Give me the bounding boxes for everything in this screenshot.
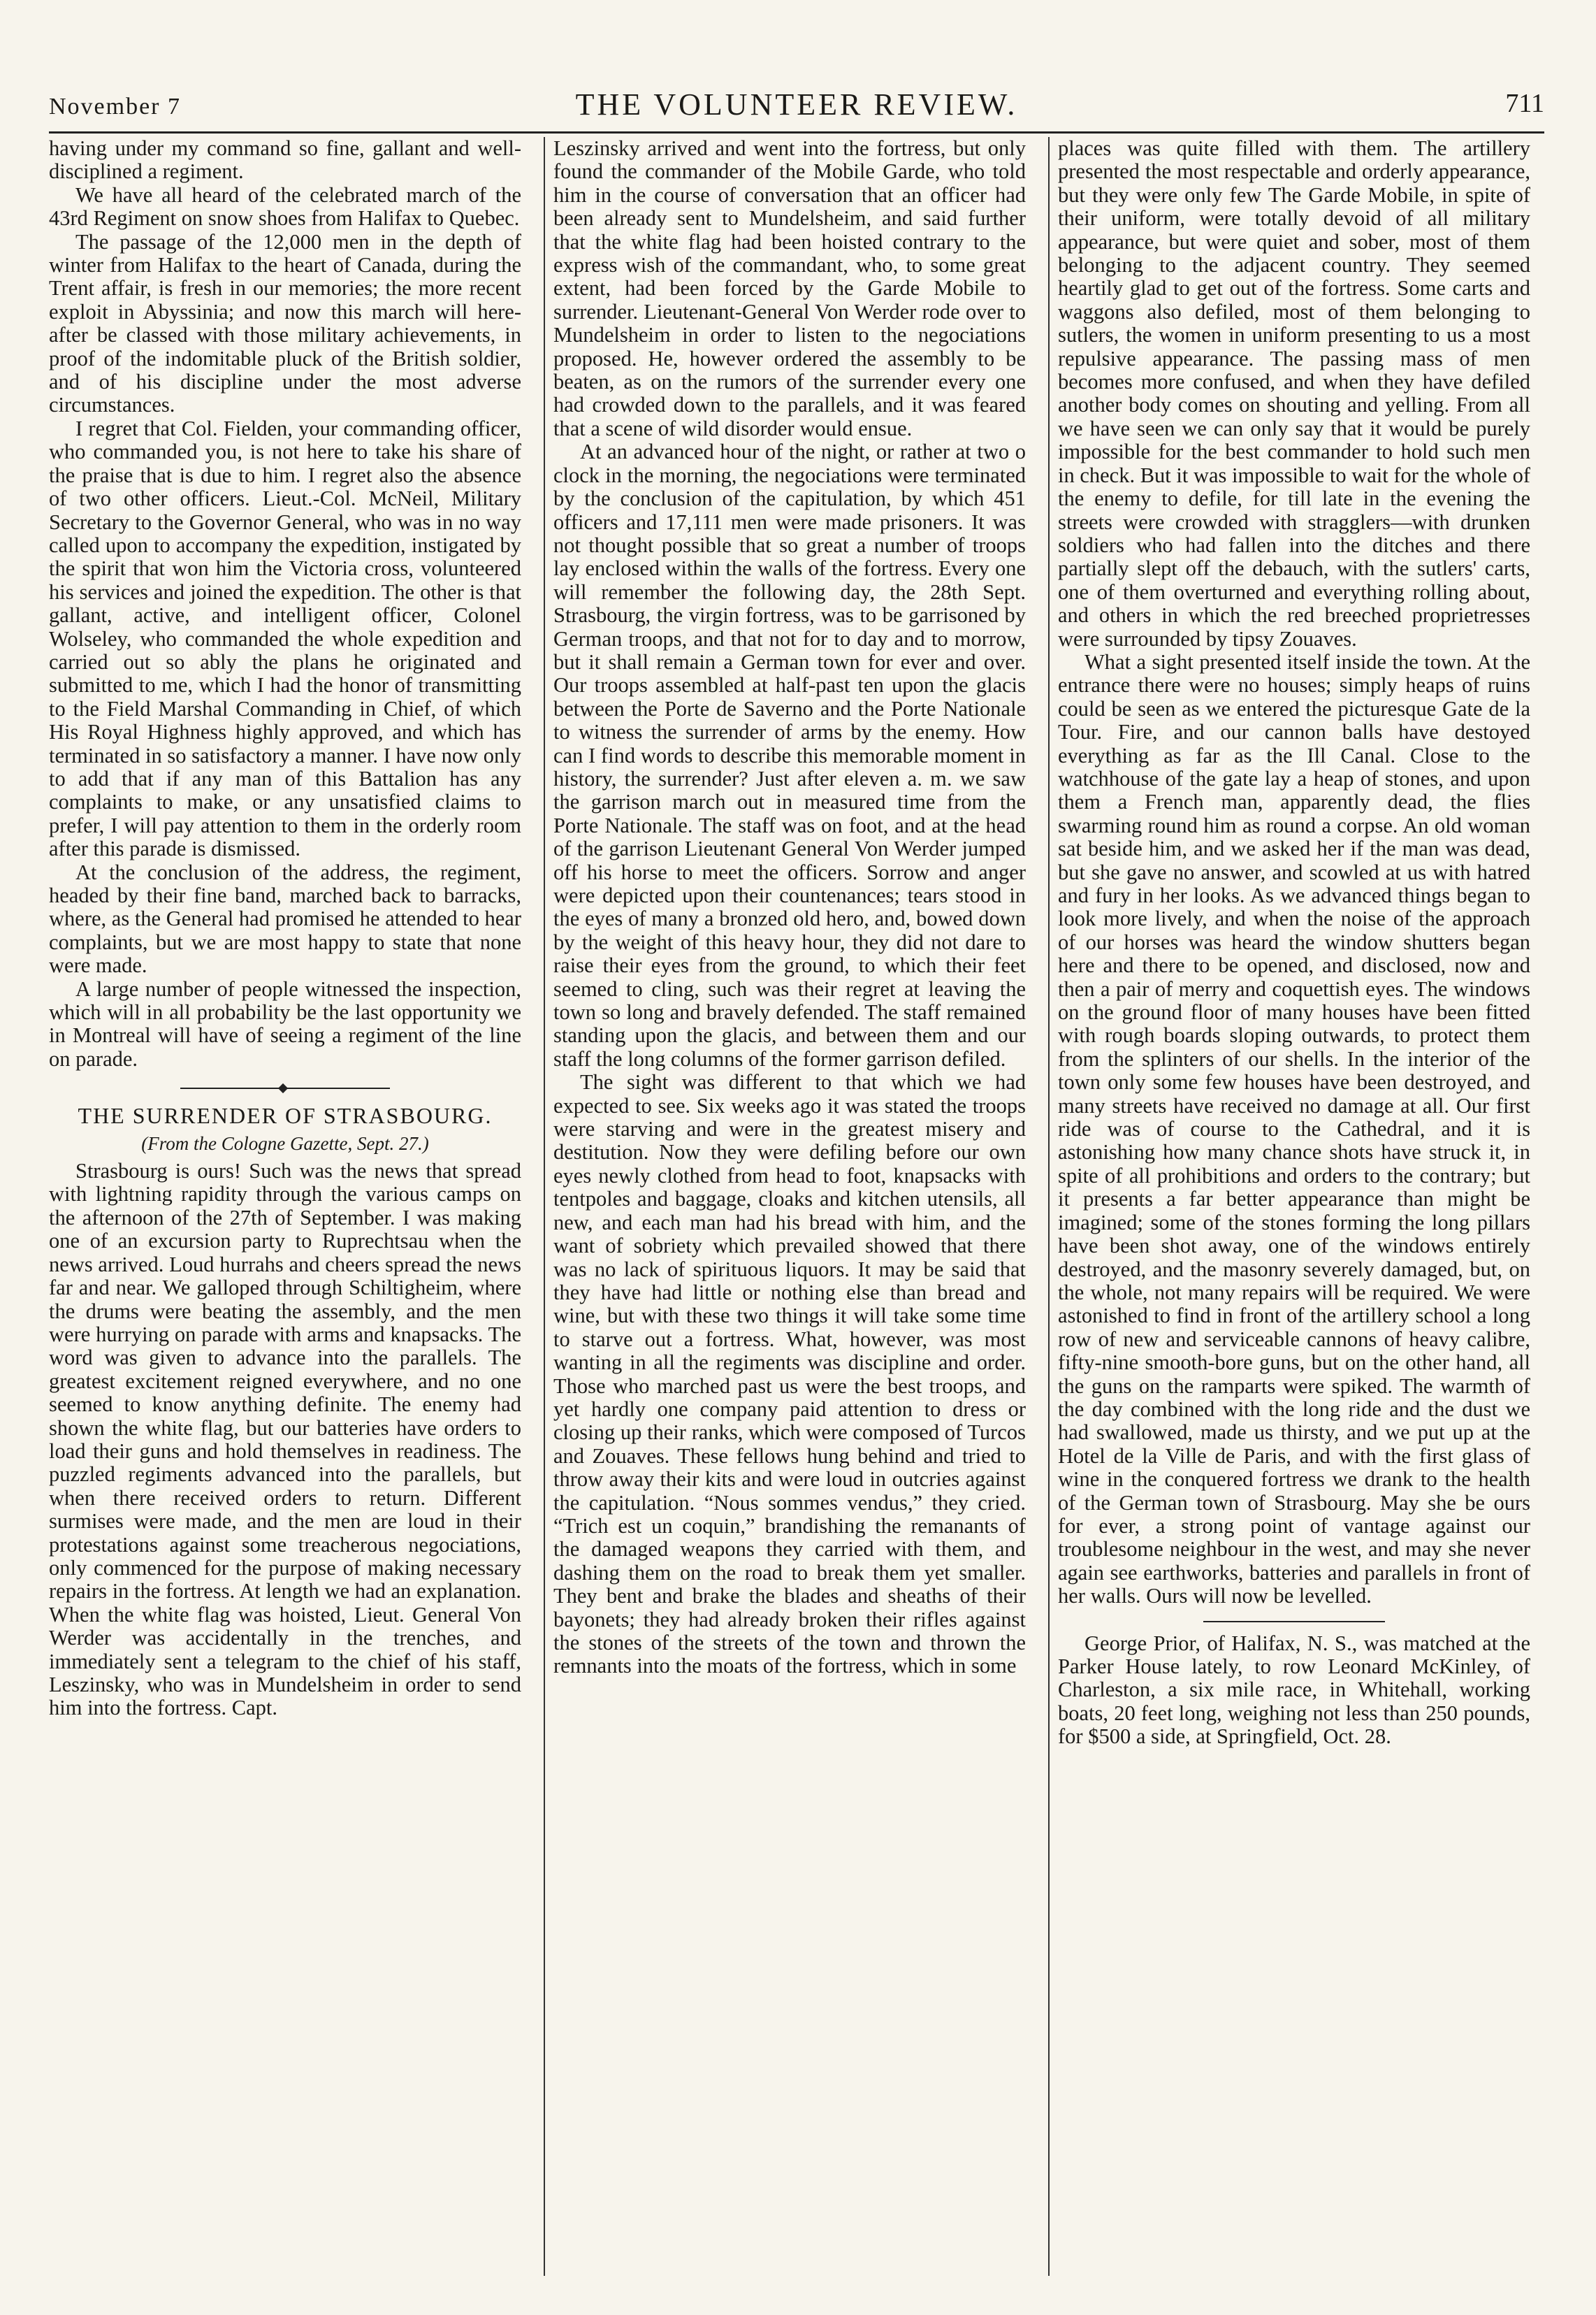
column-3 (1058, 137, 1530, 2262)
paragraph: places was quite filled with them. The artillery presented the most respectable and orderly appearance, but they were only few The Garde Mobile, in spite of their uniform, were totally devoid of all military appearance, but were quiet and sober, most of them belonging to the adjacent country. They seemed heartily glad to get out of the fortress. Some carts and waggons also defiled, most of them belonging to sutlers, the women in uniform presenting to us a most repulsive appearance. The passing mass of men becomes more confused, and when they have defiled another body comes on shouting and yelling. From all we have seen we can only say that it would be purely impossible for the best commander to hold such men in check. But it was impossible to wait for the whole of the enemy to defile, for till late in the evening the streets were crowded with stragglers—with drunken soldiers who had fallen into the ditches and there partially slept off the debauch, with the sutlers' carts, one of them overturned and everything rolling about, and others in which the red breeched proprietresses were surrounded by tipsy Zouaves. (1058, 137, 1530, 651)
paragraph: We have all heard of the celebrated march of the 43rd Regiment on snow shoes from Halifax to Quebec. (49, 182, 521, 231)
article-title: THE SURRENDER OF STRASBOURG. (78, 1103, 493, 1129)
header-title: THE VOLUNTEER REVIEW. (575, 87, 1018, 122)
paragraph: At an advanced hour of the night, or rather at two o clock in the morning, the negociations were terminated by the conclusion of the capitulation, by which 451 officers and 17,111 men were made prisoners. It was not thought possible that so great a number of troops lay enclosed within the walls of the fortress. Every one will remember the following day, the 28th Sept. Strasbourg, the virgin fortress, was to be garrisoned by German troops, and that not for to day and to morrow, but it shall remain a German town for ever and over. Our troops assembled at half-past ten upon the glacis between the Porte de Saverno and the Porte Nationale to witness the surrender of arms by the enemy. How can I find words to describe this memorable moment in history, the surrender? Just after eleven a. m. we saw the garrison march out in measured time from the Porte Nationale. The staff was on foot, and at the head of the garrison Lieutenant General Von Werder jumped off his horse to meet the officers. Sorrow and anger were depicted upon their countenances; tears stood in the eyes of many a bronzed old hero, and, bowed down by the weight of this heavy hour, they did not dare to raise their eyes from the ground, to which their feet seemed to cling, such was their regret at leaving the town so long and bravely defended. The staff remained standing upon the glacis, and between them and our staff the long columns of the former garrison defiled. (553, 440, 1026, 1071)
section-divider (1203, 1621, 1385, 1622)
paragraph: having under my command so fine, gallant and well-disciplined a regiment. (49, 137, 521, 184)
page-number: 711 (1505, 89, 1544, 118)
paragraph: Leszinsky arrived and went into the fortress, but only found the commander of the Mobile Garde, who told him in the course of conversation that an officer had been already sent to Mundelsheim, and said further that the white flag had been hoisted contrary to the express wish of the commandant, who, to some great extent, had been forced by the Garde Mobile to surrender. Lieutenant-General Von Werder rode over to Mundelsheim in order to listen to the negociations proposed. He, however ordered the assembly to be beaten, as on the rumors of the surrender every one had crowded down to the parallels, and it was feared that a scene of wild disorder would ensue. (553, 137, 1026, 440)
paragraph: At the conclusion of the address, the regiment, headed by their fine band, marched back to barracks, where, as the General had promised he attended to hear complaints, but we are most happy to state that none were made. (49, 860, 521, 978)
header-rule (49, 131, 1544, 134)
paragraph: George Prior, of Halifax, N. S., was matched at the Parker House lately, to row Leonard McKinley, of Charleston, a six mile race, in Whitehall, working boats, 20 feet long, weighing not less than 250 pounds, for $500 a side, at Springfield, Oct. 28. (1058, 1631, 1530, 1749)
header-date: November 7 (49, 94, 182, 120)
paragraph: Strasbourg is ours! Such was the news that spread with lightning rapidity through the various camps on the afternoon of the 27th of September. I was making one of an excursion party to Ruprechtsau when the news arrived. Loud hurrahs and cheers spread the news far and near. We galloped through Schiltigheim, where the drums were beating the assembly, and the men were hurrying on parade with arms and knapsacks. The word was given to advance into the parallels. The greatest excitement reigned everywhere, and no one seemed to know anything definite. The enemy had shown the white flag, but our batteries have orders to load their guns and hold themselves in readiness. The puzzled regiments advanced into the parallels, but when there received orders to return. Different surmises were made, and the men are loud in their protestations against some treacherous negociations, only commenced for the purpose of making necessary repairs in the fortress. At length we had an explanation. When the white flag was hoisted, Lieut. General Von Werder was accidentally in the trenches, and immediately sent a telegram to the chief of his staff, Leszinsky, who was in Mundelsheim in order to send him into the fortress. Capt. (49, 1159, 521, 1720)
column-divider-2 (1048, 137, 1050, 2276)
paragraph: I regret that Col. Fielden, your commanding officer, who commanded you, is not here to take his share of the praise that is due to him. I regret also the absence of two other officers. Lieut.-Col. McNeil, Military Secretary to the Governor General, who was in no way called upon to accompany the expedition, instigated by the spirit that won him the Victoria cross, volunteered his services and joined the expedition. The other is that gallant, active, and intelligent officer, Colonel Wolseley, who commanded the whole expedition and carried out so ably the plans he originated and submitted to me, which I had the honor of transmitting to the Field Marshal Commanding in Chief, of which His Royal Highness highly approved, and which has terminated in so satisfactory a manner. I have now only to add that if any man of this Battalion has any complaints to make, or any unsatisfied claims to prefer, I will pay attention to them in the orderly room after this parade is dismissed. (49, 416, 521, 861)
section-divider (180, 1088, 390, 1090)
paragraph: What a sight presented itself inside the town. At the entrance there were no houses; simply heaps of ruins could be seen as we entered the picturesque Gate de la Tour. Fire, and our cannon balls have destoyed everything as far as the Ill Canal. Close to the watchhouse of the gate lay a heap of stones, and upon them a French man, apparently dead, the flies swarming round him as round a corpse. An old woman sat beside him, and we asked her if the man was dead, but she gave no answer, and scowled at us with hatred and fury in her looks. As we advanced things began to look more lively, and when the noise of the approach of our horses was heard the window shutters began here and there to be opened, and disclosed, now and then a pair of merry and coquettish eyes. The windows on the ground floor of many houses have been fitted with rough boards sloping outwards, to protect them from the splinters of our shells. In the interior of the town only some few houses have been destroyed, and many streets have received no damage at all. Our first ride was of course to the Cathedral, and it is astonishing how many chance shots have struck it, in spite of all prohibitions and orders to the contrary; but it presents a far better appearance than might be imagined; some of the stones forming the long pillars have been shot away, one of the windows entirely destroyed, and the masonry severely damaged, but, on the whole, not many repairs will be required. We were astonished to find in front of the artillery school a long row of new and serviceable cannons of heavy calibre, fifty-nine smooth-bore guns, but on the other hand, all the guns on the ramparts were spiked. The warmth of the day combined with the long ride and the dust we had swallowed, made us thirsty, and we put up at the Hotel de la Ville de Paris, and with the first glass of wine in the conquered fortress we drank to the health of the German town of Strasbourg. May she be ours for ever, a strong point of vantage against our troublesome neighbour in the west, and may she never again see earthworks, batteries and parallels in front of her walls. Ours will now be levelled. (1058, 649, 1530, 1608)
column-2 (553, 137, 1026, 2262)
article-attribution: (From the Cologne Gazette, Sept. 27.) (141, 1132, 429, 1154)
paragraph: A large number of people witnessed the inspection, which will in all probability be the last opportunity we in Montreal will have of seeing a regiment of the line on parade. (49, 976, 521, 1071)
column-divider-1 (544, 137, 545, 2276)
page-header (49, 82, 1544, 131)
paragraph: The passage of the 12,000 men in the depth of winter from Halifax to the heart of Canada, during the Trent affair, is fresh in our memories; the more recent exploit in Abyssinia; and now this march will here-after be classed with those military achievements, in proof of the indomitable pluck of the British soldier, and of his discipline under the most adverse circumstances. (49, 229, 521, 417)
column-1 (49, 137, 521, 2262)
paragraph: The sight was different to that which we had expected to see. Six weeks ago it was stated the troops were starving and were in the greatest misery and destitution. Now they were defiling before our own eyes newly clothed from head to foot, knapsacks with tentpoles and baggage, cloaks and kitchen utensils, all new, and each man had his bread with him, and the want of sobriety which prevailed showed that there was no lack of spirituous liquors. It may be said that they have had little or nothing else than bread and wine, but with these two things it will take some time to starve out a fortress. What, however, was most wanting in all the regiments was discipline and order. Those who marched past us were the best troops, and yet hardly one company paid attention to dress or closing up their ranks, which were composed of Turcos and Zouaves. These fellows hung behind and tried to throw away their kits and were loud in outcries against the capitulation. “Nous sommes vendus,” they cried. “Trich est un coquin,” brandishing the remanants of the damaged weapons they carried with them, and dashing them on the road to break them yet smaller. They bent and brake the blades and sheaths of their bayonets; they had already broken their rifles against the stones of the streets of the town and thrown the remnants into the moats of the fortress, which in some (553, 1070, 1026, 1678)
